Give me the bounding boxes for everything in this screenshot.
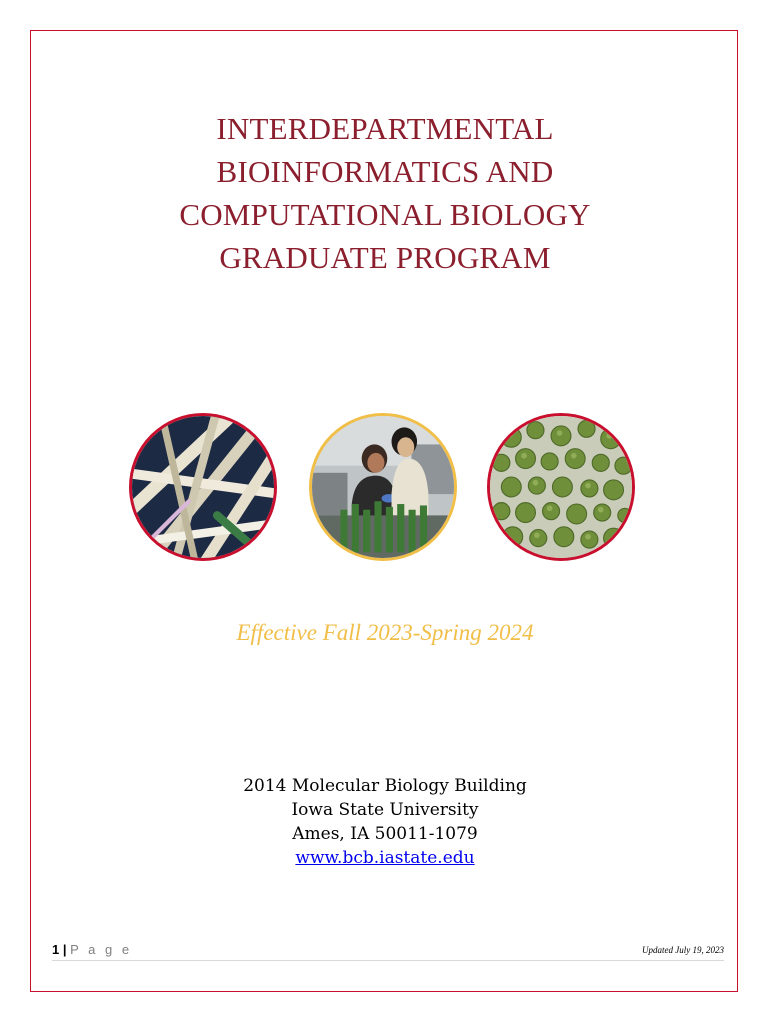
lab-researchers-photo bbox=[309, 413, 457, 561]
title-line-2: BIOINFORMATICS AND bbox=[216, 154, 554, 189]
updated-date: Updated July 19, 2023 bbox=[642, 945, 724, 955]
address-block bbox=[0, 774, 770, 870]
website-link[interactable]: www.bcb.iastate.edu bbox=[295, 848, 475, 868]
page-footer bbox=[52, 942, 724, 961]
page-word: P a g e bbox=[70, 942, 133, 957]
address-building: 2014 Molecular Biology Building bbox=[243, 776, 527, 796]
title-line-3: COMPUTATIONAL BIOLOGY bbox=[179, 197, 591, 232]
plant-fibers-photo bbox=[129, 413, 277, 561]
address-university: Iowa State University bbox=[291, 800, 479, 820]
title-line-4: GRADUATE PROGRAM bbox=[219, 240, 551, 275]
effective-dates: Effective Fall 2023-Spring 2024 bbox=[236, 620, 534, 645]
green-algae-cells-photo bbox=[487, 413, 635, 561]
page-separator: | bbox=[62, 942, 67, 957]
address-city: Ames, IA 50011-1079 bbox=[292, 824, 478, 844]
title-line-1: INTERDEPARTMENTAL bbox=[216, 111, 554, 146]
page-number-label bbox=[52, 942, 132, 957]
page-number: 1 bbox=[52, 942, 60, 957]
photo-row bbox=[0, 413, 770, 563]
document-title bbox=[0, 107, 770, 279]
